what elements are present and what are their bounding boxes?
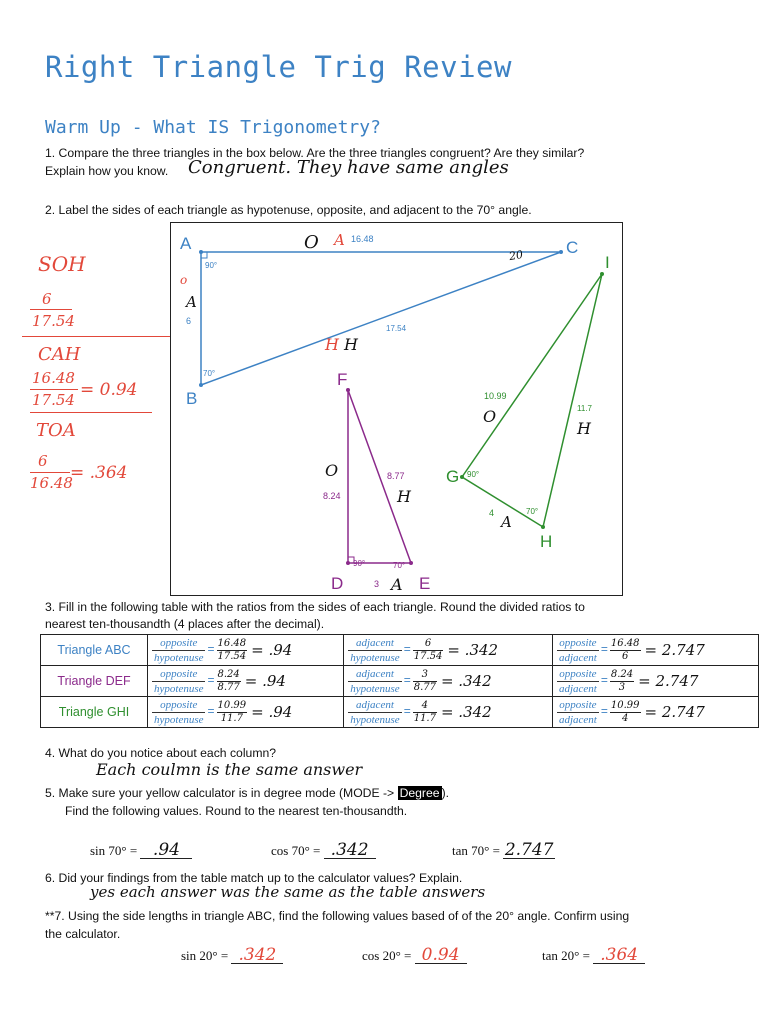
cos-20-row <box>362 947 467 964</box>
triangle-name-cell: Triangle ABC <box>41 635 148 666</box>
margin-soh-num: 6 <box>42 290 52 308</box>
ratio-numerator-label: opposite <box>152 667 205 682</box>
label-g: G <box>446 467 460 486</box>
handwritten-fraction <box>217 669 241 694</box>
triangles-figure <box>170 222 623 596</box>
hw-abc-adjacent: A <box>186 293 197 311</box>
handwritten-result: = 2.747 <box>638 672 699 690</box>
handwritten-result: = .94 <box>251 703 293 721</box>
hw-abc-opposite-red: o <box>180 273 188 287</box>
ratio-numerator-label: adjacent <box>348 636 401 651</box>
margin-fraction-bar <box>30 309 72 310</box>
hw-ghi-opposite: O <box>483 407 497 426</box>
side-bc-length: 17.54 <box>386 324 407 333</box>
ratio-label-fraction <box>348 667 401 696</box>
equals-sign: = <box>207 673 215 688</box>
ratio-cell <box>148 635 344 666</box>
side-hi-length: 11.7 <box>577 404 592 413</box>
handwritten-result: = .342 <box>440 672 492 690</box>
ratios-table <box>40 634 759 728</box>
ratio-cell <box>344 666 553 697</box>
handwritten-numerator: 16.48 <box>217 637 247 649</box>
ratio-cell <box>344 635 553 666</box>
question-3-line-1: 3. Fill in the following table with the ratios from the sides of each triangle. Round the divided ratios to <box>45 600 585 614</box>
angle-g-90: 90° <box>467 470 480 479</box>
handwritten-result: = .342 <box>447 641 499 659</box>
cos-70-row <box>271 842 376 859</box>
ratio-denominator-label: hypotenuse <box>350 682 400 695</box>
side-gi-length: 10.99 <box>484 391 507 401</box>
side-fe-length: 8.77 <box>387 471 405 481</box>
handwritten-numerator: 10.99 <box>217 699 247 711</box>
hw-angle-20: 20 <box>507 247 525 264</box>
handwritten-numerator: 4 <box>413 700 437 713</box>
table-row <box>41 697 759 728</box>
cos-20-label: cos 20° = <box>362 948 412 963</box>
margin-soh-den: 17.54 <box>32 312 75 330</box>
hw-ghi-hypotenuse: H <box>577 419 591 438</box>
tan-20-label: tan 20° = <box>542 948 590 963</box>
vertex-d <box>346 561 350 565</box>
question-7-line-1: **7. Using the side lengths in triangle ABC, find the following values based of of the 20° angle. Confirm using <box>45 909 630 923</box>
angle-e-70: 70° <box>393 561 406 570</box>
handwritten-denominator: 3 <box>618 681 626 693</box>
margin-divider <box>22 336 170 337</box>
question-4-answer: Each coulmn is the same answer <box>96 760 363 779</box>
ratio-label-fraction <box>557 636 599 665</box>
hw-abc-hypotenuse-red: H <box>325 335 339 354</box>
question-6-text: 6. Did your findings from the table match up to the calculator values? Explain. <box>45 871 463 885</box>
ratio-cell <box>552 697 758 728</box>
ratio-cell <box>344 697 553 728</box>
margin-cah-result: = 0.94 <box>80 380 138 400</box>
ratio-numerator-label: adjacent <box>348 667 401 682</box>
cos-20-answer: 0.94 <box>415 947 467 964</box>
vertex-b <box>199 383 203 387</box>
question-5-text-before: 5. Make sure your yellow calculator is in degree mode (MODE -> <box>45 786 398 800</box>
label-c: C <box>566 238 579 257</box>
handwritten-numerator: 8.24 <box>217 668 240 680</box>
ratio-numerator-label: opposite <box>557 698 599 713</box>
side-ab-length: 6 <box>186 316 192 326</box>
ratio-numerator-label: opposite <box>152 698 205 713</box>
label-h: H <box>540 532 553 551</box>
ratio-label-fraction <box>152 698 205 727</box>
label-f: F <box>337 370 348 389</box>
question-5-line-2: Find the following values. Round to the nearest ten-thousandth. <box>65 804 408 818</box>
question-1-line-2: Explain how you know. <box>45 164 169 178</box>
side-gh-length: 4 <box>489 508 495 518</box>
handwritten-result: = 2.747 <box>644 703 705 721</box>
label-a: A <box>180 234 192 253</box>
ratio-cell <box>148 666 344 697</box>
handwritten-fraction <box>413 669 437 694</box>
triangle-abc <box>201 252 561 385</box>
handwritten-denominator: 4 <box>621 712 629 724</box>
handwritten-fraction <box>413 700 437 725</box>
sin-20-answer: .342 <box>231 947 283 964</box>
label-d: D <box>331 574 344 593</box>
ratio-denominator-label: hypotenuse <box>350 713 400 726</box>
handwritten-denominator: 6 <box>621 650 629 662</box>
equals-sign: = <box>403 642 411 657</box>
ratio-denominator-label: adjacent <box>558 651 597 664</box>
sin-70-row <box>90 842 192 859</box>
label-i: I <box>605 253 610 272</box>
vertex-e <box>409 561 413 565</box>
handwritten-fraction <box>610 700 641 725</box>
triangle-ghi <box>462 274 602 527</box>
ratio-label-fraction <box>348 636 401 665</box>
angle-h-70: 70° <box>526 507 539 516</box>
question-6-answer: yes each answer was the same as the table answers <box>90 883 486 901</box>
degree-highlight: Degree <box>399 786 440 800</box>
hw-def-hypotenuse: H <box>397 487 411 506</box>
ratio-label-fraction <box>152 667 205 696</box>
margin-toa-num: 6 <box>38 452 48 470</box>
handwritten-denominator: 11.7 <box>413 712 436 724</box>
question-7-line-2: the calculator. <box>45 927 121 941</box>
ratio-label-fraction <box>557 667 599 696</box>
handwritten-numerator: 6 <box>413 638 444 651</box>
handwritten-numerator: 8.24 <box>610 668 634 680</box>
ratio-numerator-label: opposite <box>557 667 599 682</box>
handwritten-fraction <box>610 669 634 694</box>
question-4-text: 4. What do you notice about each column? <box>45 746 277 760</box>
ratio-numerator-label: opposite <box>557 636 599 651</box>
tan-70-row <box>452 842 555 859</box>
ratio-denominator-label: adjacent <box>558 682 597 695</box>
triangles-svg <box>171 223 622 595</box>
margin-toa-den: 16.48 <box>30 474 73 492</box>
sin-70-answer: .94 <box>140 842 192 859</box>
handwritten-fraction <box>413 638 444 663</box>
question-1-line-1: 1. Compare the three triangles in the box below. Are the three triangles congruent? Are they similar? <box>45 146 585 160</box>
ratio-denominator-label: hypotenuse <box>154 682 204 695</box>
margin-toa: TOA <box>36 420 76 441</box>
label-e: E <box>419 574 431 593</box>
handwritten-numerator: 3 <box>413 669 437 682</box>
table-row <box>41 666 759 697</box>
hw-ghi-adjacent: A <box>501 513 512 531</box>
hw-abc-hypotenuse <box>325 335 358 354</box>
handwritten-numerator: 16.48 <box>610 637 640 649</box>
vertex-c <box>559 250 563 254</box>
side-de-length: 3 <box>374 579 380 589</box>
handwritten-denominator: 17.54 <box>217 650 247 662</box>
question-2-text: 2. Label the sides of each triangle as hypotenuse, opposite, and adjacent to the 70° angle. <box>45 203 532 217</box>
equals-sign: = <box>403 704 411 719</box>
ratio-label-fraction <box>348 698 401 727</box>
ratio-numerator-label: adjacent <box>348 698 401 713</box>
vertex-a <box>199 250 203 254</box>
margin-divider <box>30 412 152 413</box>
warmup-heading: Warm Up - What IS Trigonometry? <box>45 117 381 138</box>
vertex-i <box>600 272 604 276</box>
question-5-line-1 <box>45 785 449 802</box>
handwritten-result: = .94 <box>244 672 286 690</box>
hw-abc-adjacent-red: A <box>334 231 345 249</box>
equals-sign: = <box>207 642 215 657</box>
ratio-cell <box>148 697 344 728</box>
handwritten-denominator: 11.7 <box>220 712 243 724</box>
angle-a-90: 90° <box>205 261 218 270</box>
ratios-table-body <box>41 635 759 728</box>
margin-cah-num: 16.48 <box>32 369 75 387</box>
ratio-cell <box>552 635 758 666</box>
ratio-denominator-label: hypotenuse <box>154 651 204 664</box>
margin-fraction-bar <box>30 389 78 390</box>
angle-b-70: 70° <box>203 369 216 378</box>
equals-sign: = <box>207 704 215 719</box>
sin-20-label: sin 20° = <box>181 948 229 963</box>
table-row <box>41 635 759 666</box>
margin-toa-result: = .364 <box>70 463 128 483</box>
handwritten-result: = .94 <box>251 641 293 659</box>
equals-sign: = <box>403 673 411 688</box>
equals-sign: = <box>600 704 608 719</box>
equals-sign: = <box>600 642 608 657</box>
handwritten-fraction <box>217 638 248 663</box>
margin-cah-den: 17.54 <box>32 391 75 409</box>
sin-20-row <box>181 947 283 964</box>
vertex-h <box>541 525 545 529</box>
tan-20-answer: .364 <box>593 947 645 964</box>
triangle-name-cell: Triangle DEF <box>41 666 148 697</box>
question-5-text-after: ). <box>441 786 450 800</box>
handwritten-denominator: 8.77 <box>413 681 436 693</box>
hw-def-adjacent: A <box>391 575 403 594</box>
side-ac-length: 16.48 <box>351 234 374 244</box>
tan-70-answer: 2.747 <box>504 840 554 860</box>
cos-70-label: cos 70° = <box>271 843 321 858</box>
hw-abc-opposite: O <box>304 232 319 253</box>
handwritten-denominator: 8.77 <box>217 681 240 693</box>
ratio-label-fraction <box>557 698 599 727</box>
hw-def-opposite: O <box>325 461 339 480</box>
question-1-answer: Congruent. They have same angles <box>188 157 509 178</box>
margin-soh: SOH <box>38 252 86 276</box>
ratio-denominator-label: hypotenuse <box>154 713 204 726</box>
question-3-line-2: nearest ten-thousandth (4 places after the decimal). <box>45 617 325 631</box>
ratio-cell <box>552 666 758 697</box>
page-title: Right Triangle Trig Review <box>45 50 512 84</box>
margin-cah: CAH <box>38 344 81 365</box>
handwritten-denominator: 17.54 <box>413 650 443 662</box>
handwritten-result: = 2.747 <box>644 641 705 659</box>
tan-70-label: tan 70° = <box>452 843 500 858</box>
vertex-g <box>460 475 464 479</box>
label-b: B <box>186 389 198 408</box>
cos-70-answer: .342 <box>324 842 376 859</box>
ratio-denominator-label: hypotenuse <box>350 651 400 664</box>
triangle-name-cell: Triangle GHI <box>41 697 148 728</box>
sin-70-label: sin 70° = <box>90 843 138 858</box>
side-df-length: 8.24 <box>323 491 341 501</box>
handwritten-fraction <box>610 638 641 663</box>
hw-abc-hypotenuse-black: H <box>344 335 358 354</box>
margin-fraction-bar <box>30 472 70 473</box>
equals-sign: = <box>600 673 608 688</box>
ratio-denominator-label: adjacent <box>558 713 597 726</box>
ratio-label-fraction <box>152 636 205 665</box>
handwritten-fraction <box>217 700 248 725</box>
ratio-numerator-label: opposite <box>152 636 205 651</box>
angle-d-90: 90° <box>353 559 366 568</box>
tan-20-row <box>542 947 645 964</box>
handwritten-result: = .342 <box>440 703 492 721</box>
handwritten-numerator: 10.99 <box>610 699 640 711</box>
